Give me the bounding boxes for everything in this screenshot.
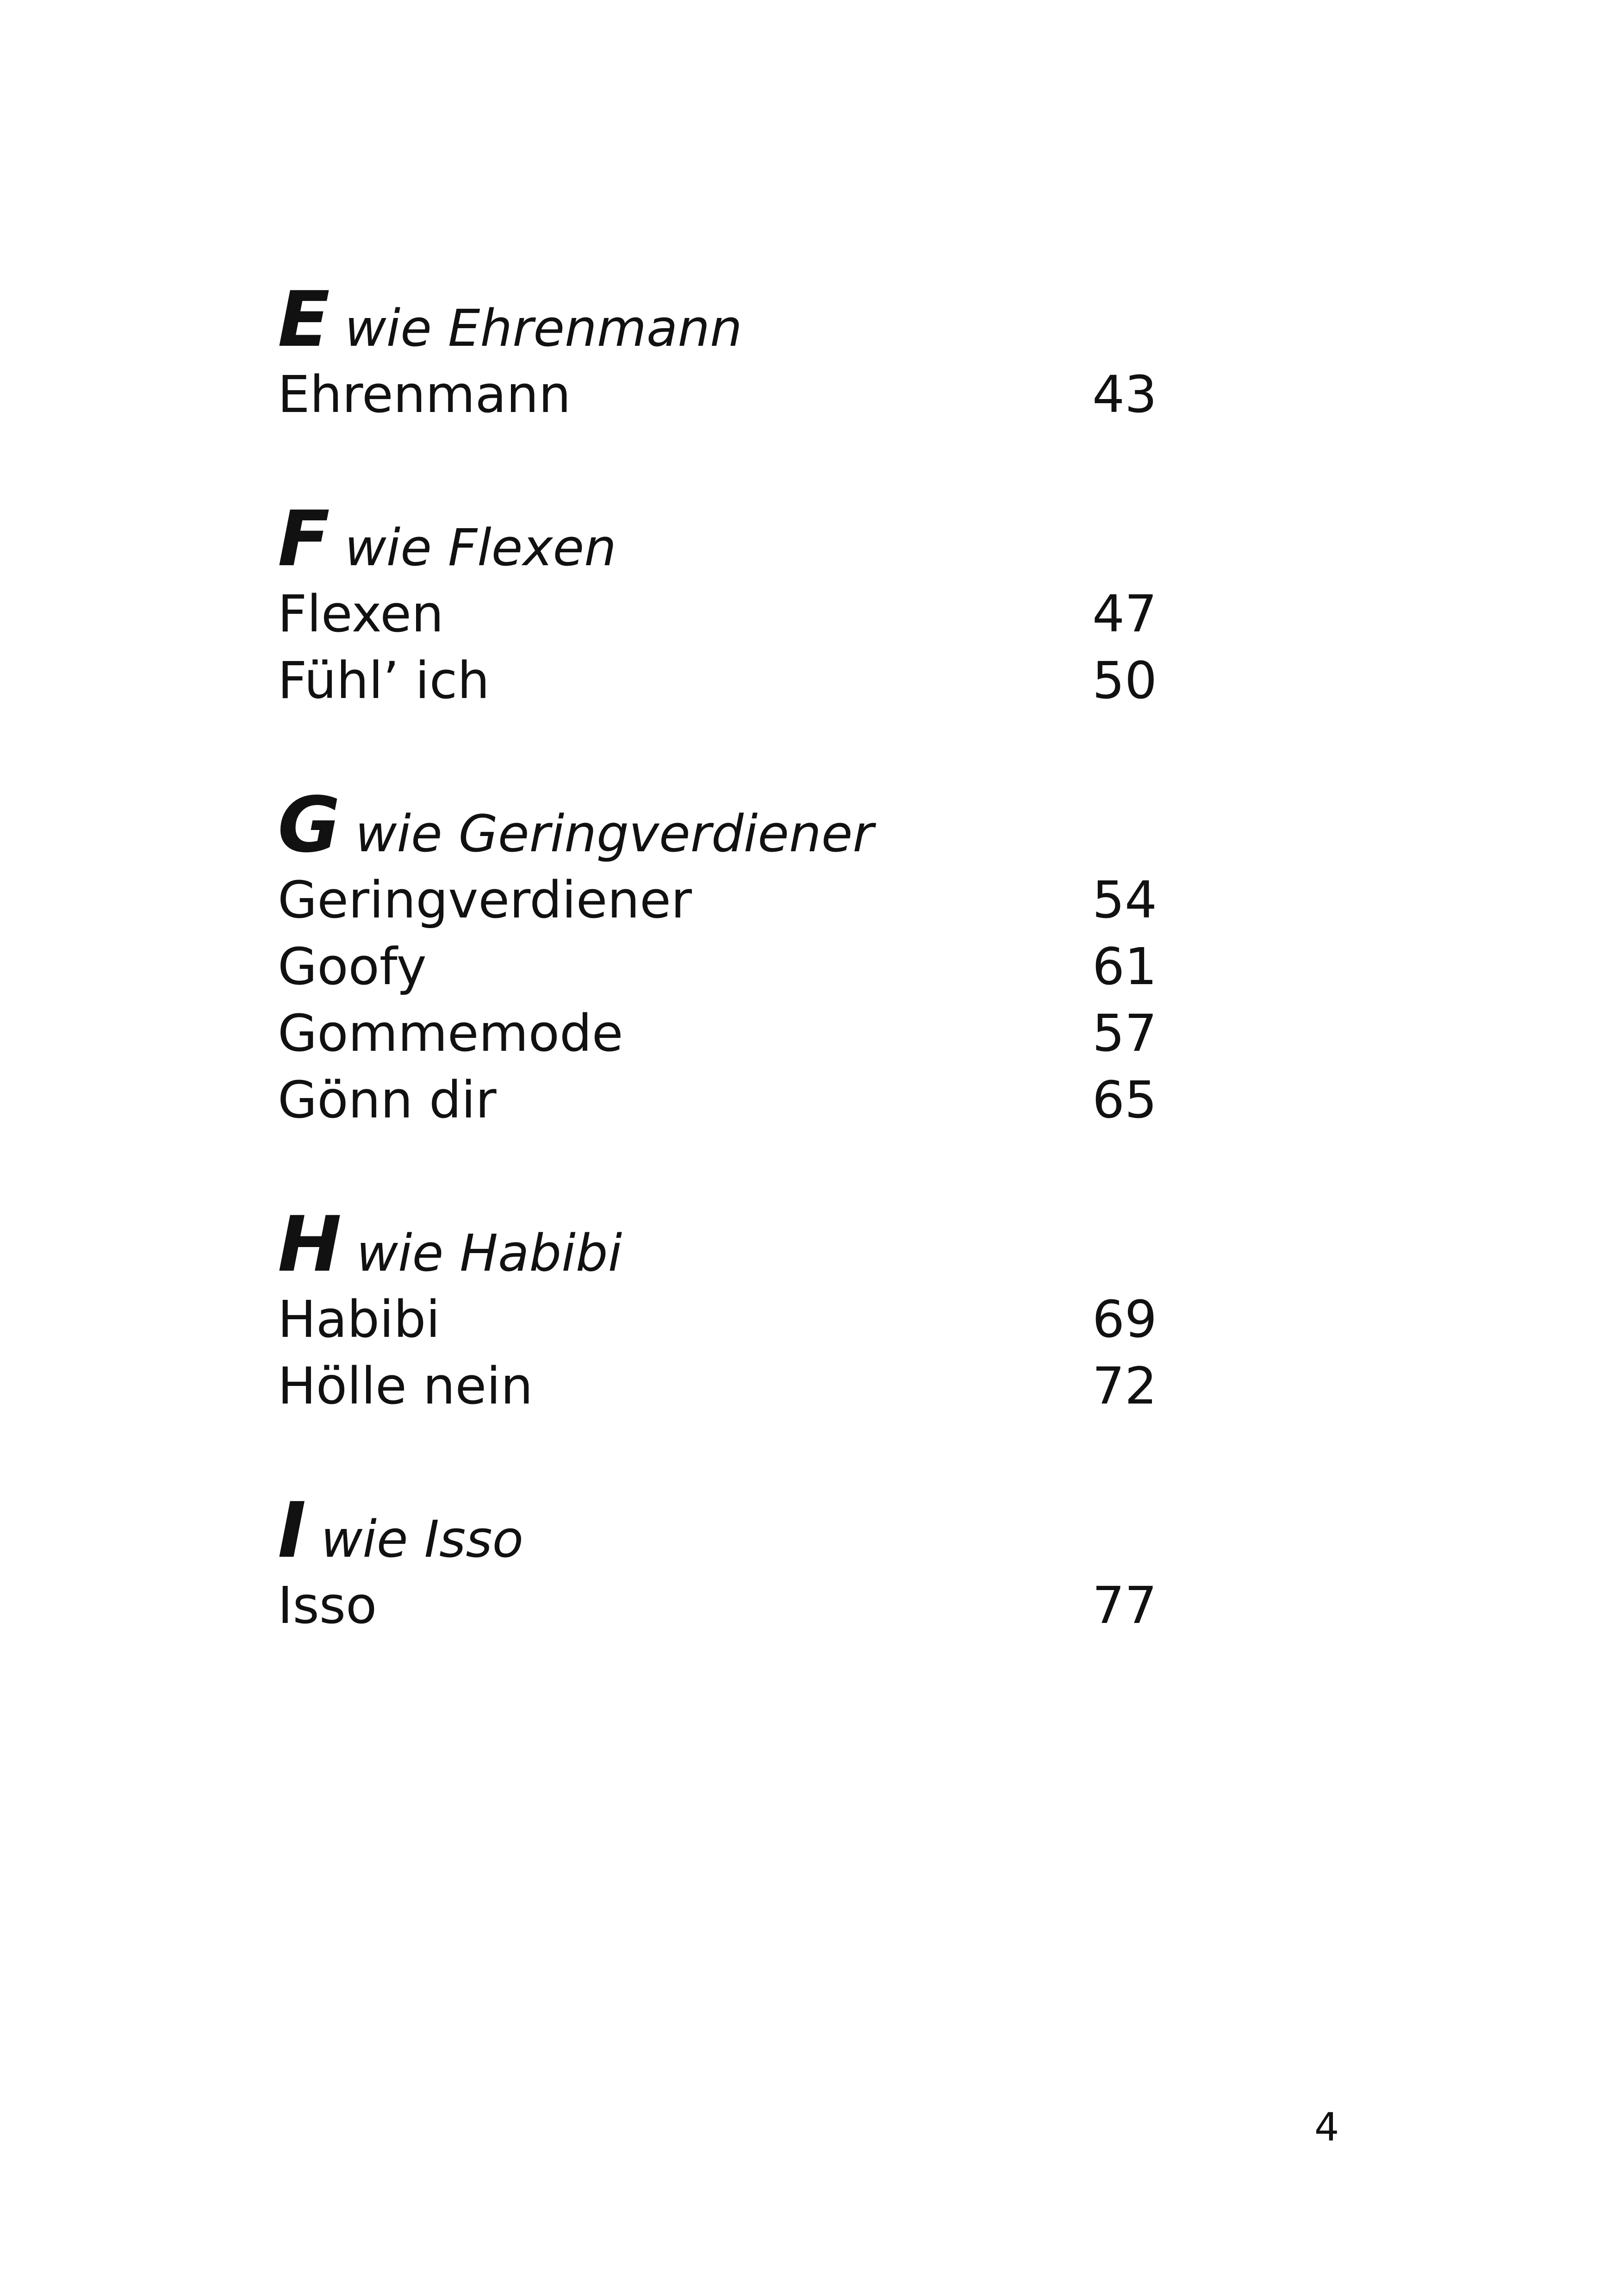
section-title: wie Habibi bbox=[356, 1223, 622, 1283]
section-letter: G bbox=[278, 780, 341, 869]
entry-label: Flexen bbox=[278, 584, 444, 643]
section-letter: H bbox=[278, 1200, 342, 1289]
page-number: 4 bbox=[1314, 2104, 1339, 2150]
toc-entry[interactable] bbox=[278, 933, 1185, 1000]
section-heading bbox=[278, 1200, 1185, 1289]
entry-page-number: 43 bbox=[1092, 365, 1157, 424]
entry-label: Ehrenmann bbox=[278, 365, 571, 424]
section-title: wie Geringverdiener bbox=[355, 804, 874, 863]
toc-entry[interactable] bbox=[278, 1353, 1185, 1419]
section-title: wie Ehrenmann bbox=[344, 299, 742, 358]
section-letter: E bbox=[278, 275, 330, 364]
entry-label: Habibi bbox=[278, 1290, 440, 1349]
entry-label: Hölle nein bbox=[278, 1356, 533, 1416]
toc-entry[interactable] bbox=[278, 1067, 1185, 1133]
entry-page-number: 54 bbox=[1092, 870, 1157, 930]
section-letter: F bbox=[278, 494, 330, 583]
toc-entry[interactable] bbox=[278, 361, 1185, 428]
section-title: wie Isso bbox=[321, 1510, 523, 1569]
toc-section-e bbox=[278, 275, 1185, 428]
entry-page-number: 57 bbox=[1092, 1004, 1157, 1063]
section-heading bbox=[278, 494, 1185, 583]
entry-label: Goofy bbox=[278, 937, 427, 996]
entry-page-number: 72 bbox=[1092, 1356, 1157, 1416]
entry-page-number: 50 bbox=[1092, 651, 1157, 710]
entry-label: Gönn dir bbox=[278, 1070, 497, 1129]
entry-page-number: 69 bbox=[1092, 1290, 1157, 1349]
toc-section-i bbox=[278, 1486, 1185, 1639]
section-title: wie Flexen bbox=[344, 518, 616, 577]
entry-label: Gommemode bbox=[278, 1004, 623, 1063]
table-of-contents bbox=[278, 275, 1185, 1708]
toc-entry[interactable] bbox=[278, 1000, 1185, 1067]
toc-entry[interactable] bbox=[278, 1572, 1185, 1639]
toc-entry[interactable] bbox=[278, 580, 1185, 647]
toc-section-h bbox=[278, 1200, 1185, 1419]
toc-entry[interactable] bbox=[278, 867, 1185, 933]
toc-entry[interactable] bbox=[278, 1286, 1185, 1353]
entry-label: Fühl’ ich bbox=[278, 651, 490, 710]
entry-label: Isso bbox=[278, 1576, 377, 1635]
entry-page-number: 65 bbox=[1092, 1070, 1157, 1129]
toc-entry[interactable] bbox=[278, 647, 1185, 714]
entry-label: Geringverdiener bbox=[278, 870, 692, 930]
entry-page-number: 61 bbox=[1092, 937, 1157, 996]
section-heading bbox=[278, 275, 1185, 364]
toc-section-f bbox=[278, 494, 1185, 714]
section-heading bbox=[278, 780, 1185, 869]
entry-page-number: 47 bbox=[1092, 584, 1157, 643]
toc-section-g bbox=[278, 780, 1185, 1133]
section-letter: I bbox=[278, 1486, 306, 1575]
section-heading bbox=[278, 1486, 1185, 1575]
entry-page-number: 77 bbox=[1092, 1576, 1157, 1635]
